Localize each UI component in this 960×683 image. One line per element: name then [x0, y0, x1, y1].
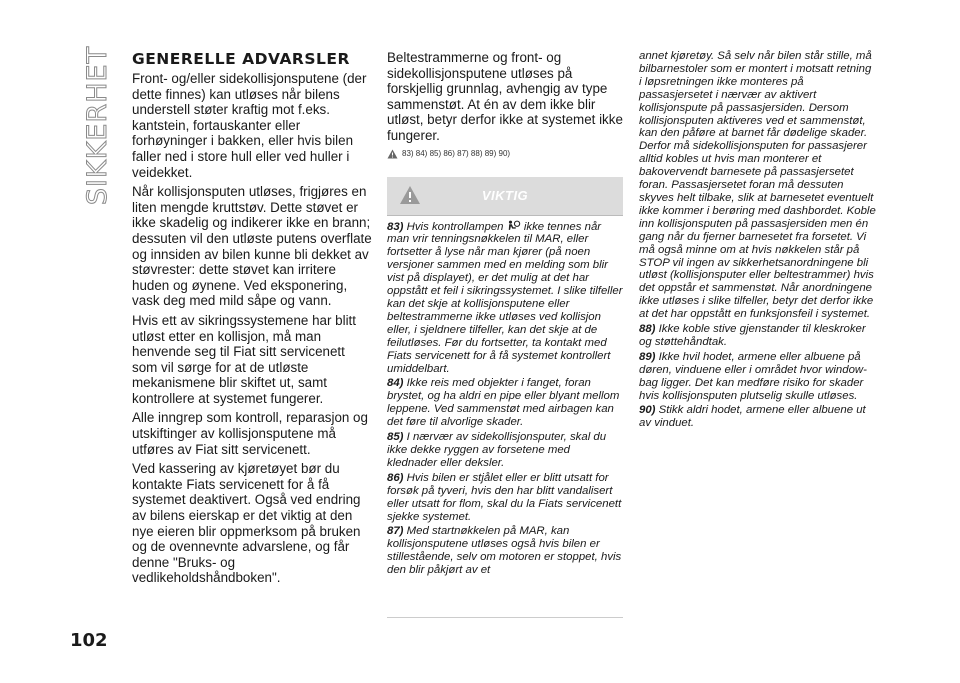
paragraph: Ved kassering av kjøretøyet bør du kontakte Fiats servicenett for å få systemet deaktivert. Også ved endring av bilens eierskap er det viktig at den nye eieren blir oppmerksom på bruken og de ovennevnte advarslene, og får denne "Bruks- og vedlikeholdshåndboken".: [132, 461, 361, 586]
note-number: 88): [639, 323, 656, 336]
note-number: 86): [387, 471, 404, 484]
note-text: Stikk aldri hodet, armene eller albuene ut av vinduet.: [639, 404, 866, 430]
note-text: ikke tennes når man vrir tenningsnøkkelen til MAR, eller fortsetter å lyse når man kjører (på noen versjoner sammen med en melding som blir vist på displayet), er det mulig at det har oppstått et feil i sikringssystemet. I slike tilfeller kan det skje at kollisjonsputene eller beltestrammerne ikke utløses ved kollisjon eller, i sjeldnere tilfeller, kan det skje at de feilutløses. Før du fortsetter, ta kontakt med Fiats servicenett for å få systemet kontrollert umiddelbart.: [387, 220, 623, 375]
paragraph: Alle inngrep som kontroll, reparasjon og utskiftinger av kollisjonsputene må utføres av Fiat sitt servicenett.: [132, 410, 368, 457]
important-notes: [387, 215, 623, 577]
paragraph: Når kollisjonsputen utløses, frigjøres en liten mengde kruttstøv. Dette støvet er ikke skadelig og indikerer ikke en brann; dessuten vil den utløste putens overflate og innsiden av bilen kunne bli dekket av støvrester: dette støvet kan irritere huden og øynene. Ved eksponering, vask deg med mild såpe og vann.: [132, 184, 372, 309]
note-83: [387, 220, 623, 376]
section-heading: GENERELLE ADVARSLER: [132, 50, 350, 68]
note-number: 83): [387, 220, 404, 233]
note-88: [639, 323, 877, 349]
note-90: [639, 404, 877, 430]
note-text: Hvis kontrollampen: [406, 220, 504, 233]
warning-triangle-icon: [399, 185, 421, 205]
column-1: [132, 50, 372, 590]
airbag-warning-light-icon: [507, 220, 521, 231]
column-3: [639, 50, 877, 432]
paragraph: Hvis ett av sikringssystemene har blitt utløst etter en kollisjon, må man henvende seg til Fiat sitt servicenett som vil sørge for at de utløste mekanismene blir skiftet ut, samt kontrollere at systemet fungerer.: [132, 312, 356, 406]
note-number: 90): [639, 404, 656, 417]
section-tab-label: SIKKERHET: [82, 45, 114, 205]
note-continuation: annet kjøretøy. Så selv når bilen står stille, må bilbarnestoler som er montert i motsatt retning i løpsretningen ikke monteres på passasjersetet i nærvær av aktivert kollisjonspute på passasjersiden. Dersom kollisjonsputen aktiveres ved et sammenstøt, kan den påføre at barnet får dødelige skader. Derfor må sidekollisjonsputen for passasjerer alltid kobles ut hvis man monterer et bakovervendt barnesete på passasjersetet foran. Passasjersetet foran må dessuten skyves helt tilbake, slik at barnesetet eventuelt ikke kommer i berøring med dashbordet. Koble inn kollisjonsputen på passasjersiden men én gang når du fjerner barnesetet fra forsetet. Vi må også minne om at hvis nøkkelen står på STOP vil ingen av sikkerhetsanordningene bli utløst (kollisjonsputer eller beltestrammer) hvis det oppstår et sammenstøt. Når anordningene ikke utløses i slike tilfeller, betyr det derfor ikke at det har oppstått en funksjonsfeil i systemet.: [639, 50, 876, 321]
paragraph: Front- og/eller sidekollisjonsputene (der dette finnes) kan utløses når bilens understell støter kraftig mot f.eks. kantstein, fortauskanter eller forhøyninger i bakken, eller hvis bilen faller ned i store hull eller ved huller i veidekket.: [132, 71, 367, 180]
note-89: [639, 351, 877, 403]
note-text: Ikke reis med objekter i fanget, foran brystet, og ha aldri en pipe eller blyant mellom leppene. Ved sammenstøt med airbagen kan det føre til alvorlige skader.: [387, 377, 620, 429]
note-84: [387, 377, 623, 429]
note-text: Ikke hvil hodet, armene eller albuene på døren, vinduene eller i området hvor window-bag ligger. Det kan medføre risiko for skader hvis kollisjonsputen plutselig skulle utløses.: [639, 350, 867, 402]
note-86: [387, 472, 623, 524]
note-85: [387, 431, 623, 470]
important-header: [387, 177, 623, 215]
note-text: Med startnøkkelen på MAR, kan kollisjonsputene utløses også hvis bilen er stillestående, selv om motoren er stoppet, hvis den blir påkjørt av et: [387, 525, 622, 577]
note-number: 84): [387, 377, 404, 390]
paragraph: Beltestrammerne og front- og sidekollisjonsputene utløses på forskjellig grunnlag, avhengig av type sammenstøt. At én av dem ikke blir utløst, betyr derfor ikke at systemet ikke fungerer.: [387, 50, 623, 143]
note-text: Ikke koble stive gjenstander til kleskroker og støttehåndtak.: [639, 323, 866, 348]
section-tab: [78, 45, 118, 205]
important-box: [387, 177, 623, 577]
warning-references: [387, 149, 623, 159]
warning-triangle-icon: [387, 149, 398, 159]
reference-list: 83) 84) 85) 86) 87) 88) 89) 90): [402, 149, 511, 159]
column-2: [387, 50, 623, 579]
note-number: 89): [639, 350, 656, 363]
note-number: 85): [387, 431, 404, 444]
note-number: 87): [387, 525, 404, 538]
note-87: [387, 525, 623, 577]
important-title: VIKTIG: [481, 188, 529, 204]
note-text: I nærvær av sidekollisjonsputer, skal du ikke dekke ryggen av forsetene med klednader eller deksler.: [387, 431, 607, 469]
page-number: 102: [70, 630, 108, 651]
divider: [387, 617, 623, 618]
note-text: Hvis bilen er stjålet eller er blitt utsatt for forsøk på tyveri, hvis den har blitt vandalisert eller utsatt for flom, skal du la Fiats servicenett sjekke systemet.: [387, 471, 622, 523]
